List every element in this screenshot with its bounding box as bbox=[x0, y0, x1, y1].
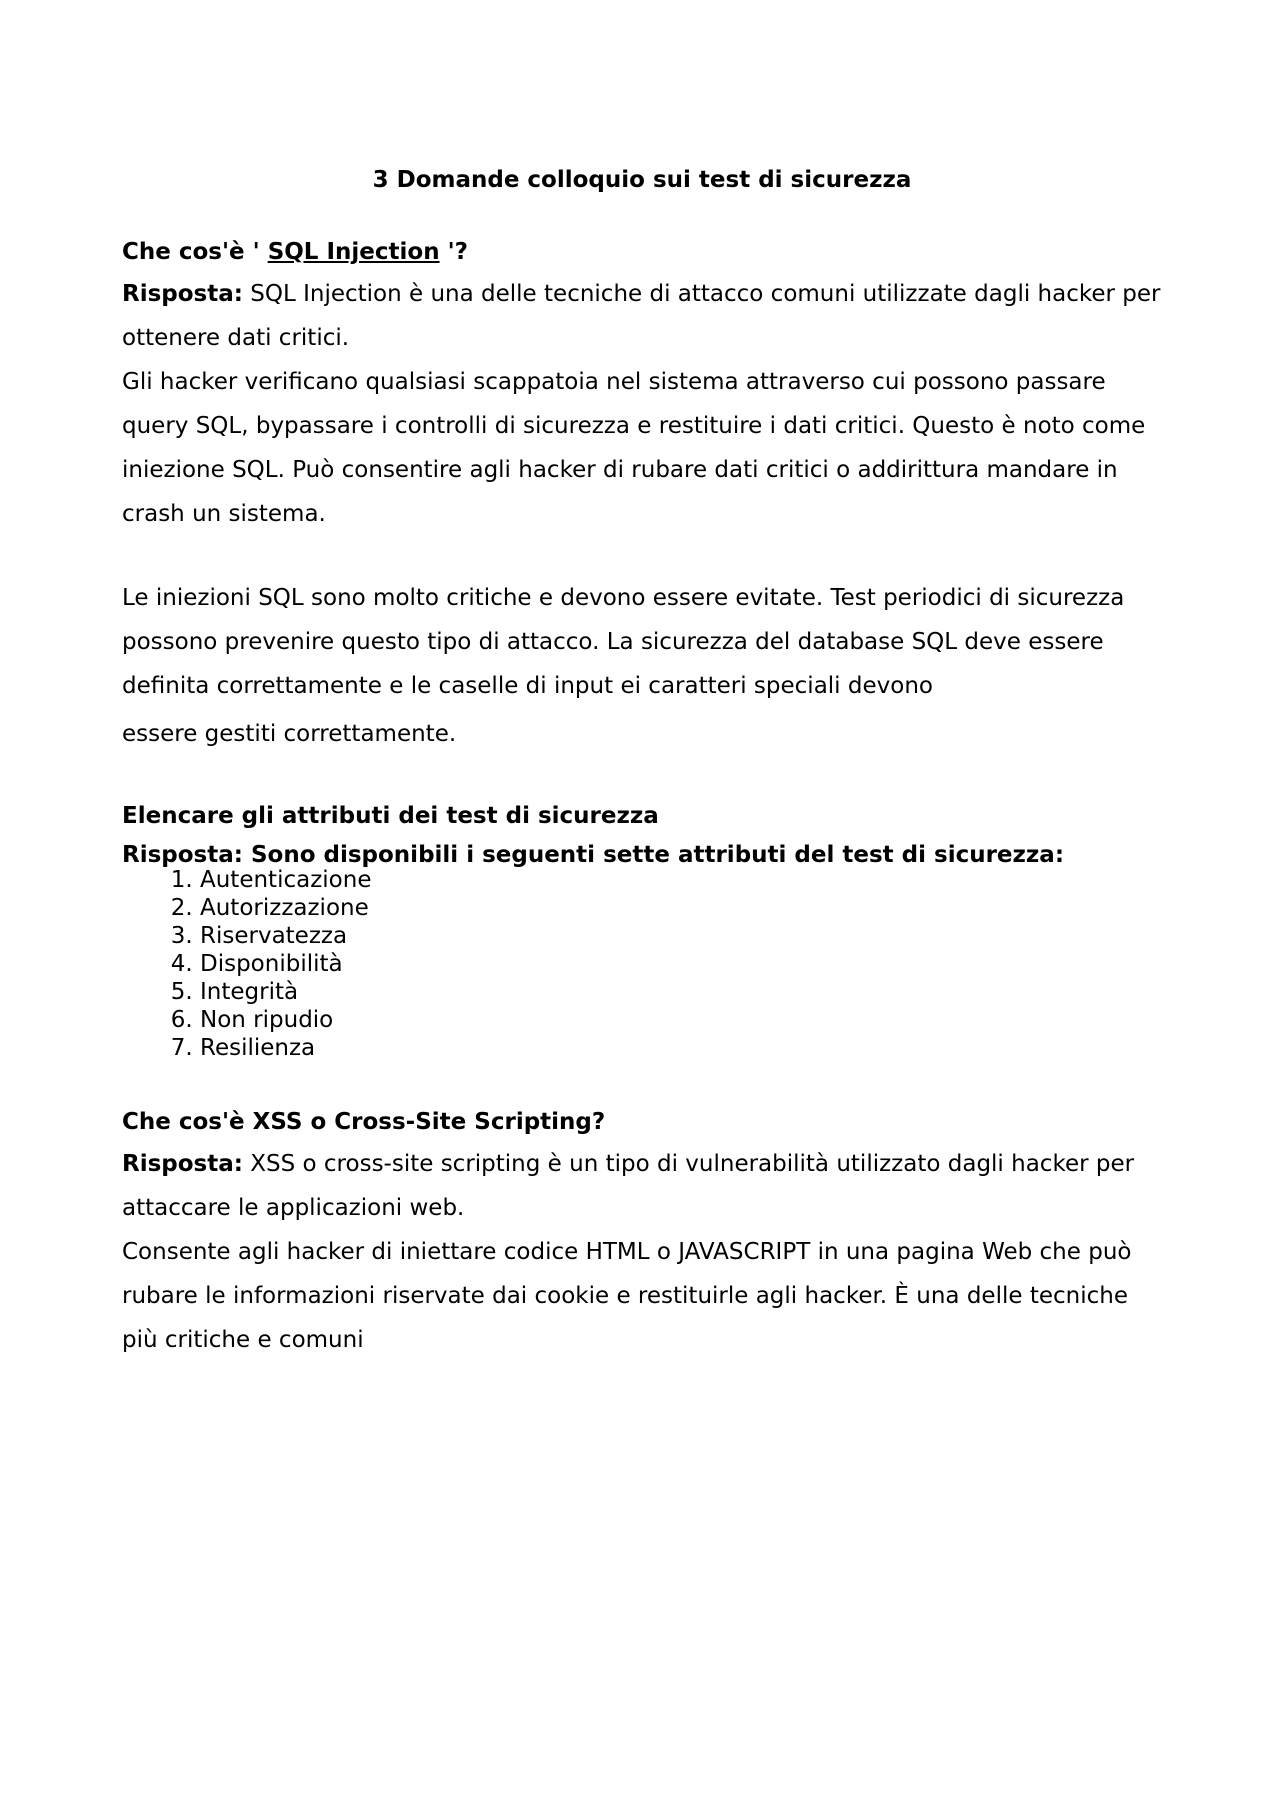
answer-label: Risposta: bbox=[122, 281, 243, 307]
section-sql-injection bbox=[122, 232, 1162, 756]
answer-attributes: Risposta: Sono disponibili i seguenti sette attributi del test di sicurezza: bbox=[122, 842, 1065, 868]
answer-paragraph bbox=[122, 1142, 1162, 1230]
question-suffix: '? bbox=[439, 239, 468, 265]
section-attributes bbox=[122, 796, 1162, 1062]
question-attributes: Elencare gli attributi dei test di sicurezza bbox=[122, 803, 659, 829]
document-content bbox=[122, 160, 1162, 1362]
answer-paragraph bbox=[122, 272, 1162, 360]
body-paragraph: essere gestiti correttamente. bbox=[122, 721, 457, 747]
body-paragraph: Le iniezioni SQL sono molto critiche e devono essere evitate. Test periodici di sicurezza possono prevenire questo tipo di attacco. La sicurezza del database SQL deve essere definita correttamente e le caselle di input ei caratteri speciali devono bbox=[122, 585, 1125, 699]
sql-injection-link[interactable]: SQL Injection bbox=[267, 239, 440, 265]
section-xss bbox=[122, 1102, 1162, 1362]
answer-label: Risposta: bbox=[122, 1151, 243, 1177]
question-xss: Che cos'è XSS o Cross-Site Scripting? bbox=[122, 1109, 606, 1135]
list-item: 1. Autenticazione bbox=[200, 866, 1162, 894]
list-item: 7. Resilienza bbox=[200, 1034, 1162, 1062]
list-item: 3. Riservatezza bbox=[200, 922, 1162, 950]
list-item: 2. Autorizzazione bbox=[200, 894, 1162, 922]
body-paragraph: Gli hacker verificano qualsiasi scappatoia nel sistema attraverso cui possono passare query SQL, bypassare i controlli di sicurezza e restituire i dati critici. Questo è noto come iniezione SQL. Può consentire agli hacker di rubare dati critici o addirittura mandare in crash un sistema. bbox=[122, 369, 1146, 527]
answer-text: SQL Injection è una delle tecniche di attacco comuni utilizzate dagli hacker per ottenere dati critici. bbox=[122, 281, 1161, 351]
list-item: 6. Non ripudio bbox=[200, 1006, 1162, 1034]
question-prefix: Che cos'è ' bbox=[122, 239, 268, 265]
body-paragraph: Consente agli hacker di iniettare codice HTML o JAVASCRIPT in una pagina Web che può rubare le informazioni riservate dai cookie e restituirle agli hacker. È una delle tecniche più critiche e comuni bbox=[122, 1239, 1132, 1353]
document-title: 3 Domande colloquio sui test di sicurezza bbox=[372, 167, 912, 193]
answer-text: XSS o cross-site scripting è un tipo di vulnerabilità utilizzato dagli hacker per attaccare le applicazioni web. bbox=[122, 1151, 1135, 1221]
question-sql-injection bbox=[122, 232, 1162, 272]
list-item: 5. Integrità bbox=[200, 978, 1162, 1006]
attributes-list bbox=[122, 866, 1162, 1062]
list-item: 4. Disponibilità bbox=[200, 950, 1162, 978]
